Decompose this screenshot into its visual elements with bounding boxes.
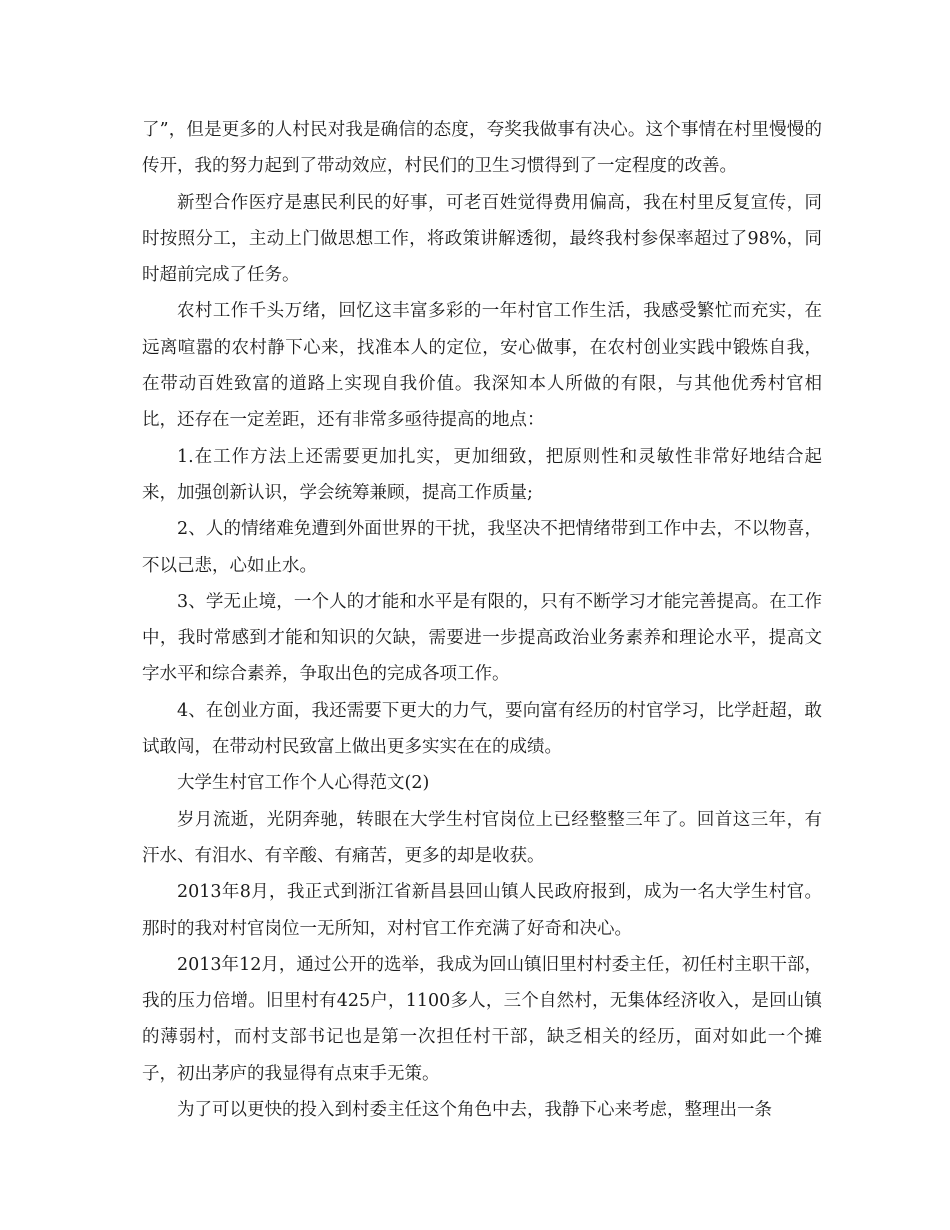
paragraph-5: 2013年8月，我正式到浙江省新昌县回山镇人民政府报到，成为一名大学生村官。那时的我对村官岗位一无所知，对村官工作充满了好奇和决心。 <box>142 882 822 939</box>
list-item-1: 1.在工作方法上还需要更加扎实，更加细致，把原则性和灵敏性非常好地结合起来，加强创新认识，学会统筹兼顾，提高工作质量; <box>142 446 822 503</box>
list-item-2: 2、人的情绪难免遭到外面世界的干扰，我坚决不把情绪带到工作中去，不以物喜，不以己悲，心如止水。 <box>142 519 822 576</box>
paragraph-1: 了”，但是更多的人村民对我是确信的态度，夸奖我做事有决心。这个事情在村里慢慢的传开，我的努力起到了带动效应，村民们的卫生习惯得到了一定程度的改善。 <box>142 120 822 177</box>
paragraph-6: 2013年12月，通过公开的选举，我成为回山镇旧里村村委主任，初任村主职干部，我的压力倍增。旧里村有425户，1100多人，三个自然村，无集体经济收入，是回山镇的薄弱村，而村支部书记也是第一次担任村干部，缺乏相关的经历，面对如此一个摊子，初出茅庐的我显得有点束手无策。 <box>142 954 822 1084</box>
list-item-4: 4、在创业方面，我还需要下更大的力气，要向富有经历的村官学习，比学赶超，敢试敢闯，在带动村民致富上做出更多实实在在的成绩。 <box>142 700 822 758</box>
paragraph-2: 新型合作医疗是惠民利民的好事，可老百姓觉得费用偏高，我在村里反复宣传，同时按照分工，主动上门做思想工作，将政策讲解透彻，最终我村参保率超过了98%，同时超前完成了任务。 <box>142 192 822 286</box>
list-item-3: 3、学无止境，一个人的才能和水平是有限的，只有不断学习才能完善提高。在工作中，我时常感到才能和知识的欠缺，需要进一步提高政治业务素养和理论水平，提高文字水平和综合素养，争取出色的完成各项工作。 <box>142 591 822 685</box>
paragraph-7: 为了可以更快的投入到村委主任这个角色中去，我静下心来考虑，整理出一条 <box>177 1100 772 1121</box>
document-body <box>142 112 822 1128</box>
paragraph-3: 农村工作千头万绪，回忆这丰富多彩的一年村官工作生活，我感受繁忙而充实，在远离喧嚣的农村静下心来，找准本人的定位，安心做事，在农村创业实践中锻炼自我，在带动百姓致富的道路上实现自我价值。我深知本人所做的有限，与其他优秀村官相比，还存在一定差距，还有非常多亟待提高的地点： <box>142 301 822 431</box>
section-heading: 大学生村官工作个人心得范文(2) <box>177 773 430 794</box>
paragraph-4: 岁月流逝，光阴奔驰，转眼在大学生村官岗位上已经整整三年了。回首这三年，有汗水、有泪水、有辛酸、有痛苦，更多的却是收获。 <box>142 809 822 866</box>
